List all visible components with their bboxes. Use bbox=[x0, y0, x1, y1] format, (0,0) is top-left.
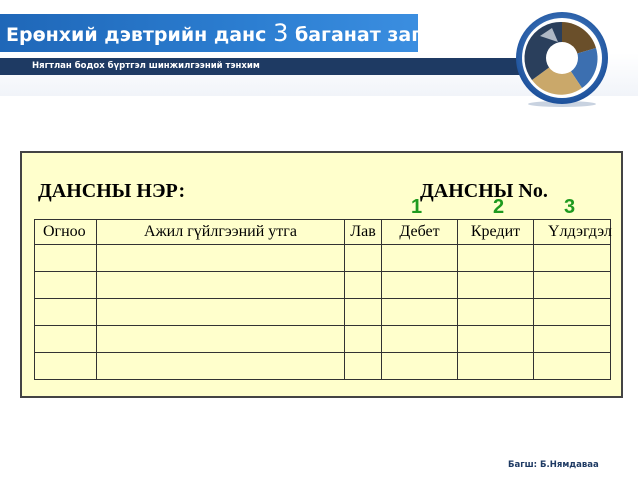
table-row bbox=[35, 326, 611, 353]
account-name-label: ДАНСНЫ НЭР: bbox=[38, 180, 186, 202]
header-credit: Кредит bbox=[458, 220, 534, 245]
cell-date[interactable] bbox=[35, 353, 97, 380]
cell-debit[interactable] bbox=[382, 272, 458, 299]
slide-title bbox=[0, 14, 460, 52]
header-description: Ажил гүйлгээний утга bbox=[97, 220, 345, 245]
header-debit: Дебет bbox=[382, 220, 458, 245]
cell-ref[interactable] bbox=[345, 353, 382, 380]
column-number-1: 1 bbox=[411, 196, 423, 218]
cell-balance[interactable] bbox=[534, 326, 611, 353]
cell-date[interactable] bbox=[35, 299, 97, 326]
header-date: Огноо bbox=[35, 220, 97, 245]
cell-balance[interactable] bbox=[534, 245, 611, 272]
cell-credit[interactable] bbox=[458, 245, 534, 272]
title-text: Ерөнхий дэвтрийн данс bbox=[6, 24, 267, 46]
cell-date[interactable] bbox=[35, 245, 97, 272]
cell-balance[interactable] bbox=[534, 272, 611, 299]
cell-description[interactable] bbox=[97, 299, 345, 326]
cell-description[interactable] bbox=[97, 245, 345, 272]
cell-credit[interactable] bbox=[458, 326, 534, 353]
ledger-header-row bbox=[35, 220, 611, 245]
cell-debit[interactable] bbox=[382, 353, 458, 380]
title-number: 3 bbox=[273, 19, 289, 47]
table-row bbox=[35, 272, 611, 299]
table-row bbox=[35, 299, 611, 326]
header-ref: Лав bbox=[345, 220, 382, 245]
account-number-label: ДАНСНЫ No. bbox=[420, 180, 548, 202]
cell-ref[interactable] bbox=[345, 326, 382, 353]
cell-credit[interactable] bbox=[458, 272, 534, 299]
cell-credit[interactable] bbox=[458, 353, 534, 380]
cell-debit[interactable] bbox=[382, 299, 458, 326]
cell-date[interactable] bbox=[35, 326, 97, 353]
instructor-footer: Багш: Б.Нямдаваа bbox=[508, 460, 599, 470]
cell-ref[interactable] bbox=[345, 299, 382, 326]
ledger-table bbox=[34, 219, 611, 380]
title-suffix: баганат загвар bbox=[294, 24, 460, 46]
table-row bbox=[35, 245, 611, 272]
cell-description[interactable] bbox=[97, 353, 345, 380]
logo-emblem-icon bbox=[512, 8, 608, 108]
header-balance bbox=[534, 220, 611, 245]
cell-balance[interactable] bbox=[534, 299, 611, 326]
header-balance-text: Үлдэгдэл bbox=[548, 223, 612, 240]
cell-debit[interactable] bbox=[382, 245, 458, 272]
cell-credit[interactable] bbox=[458, 299, 534, 326]
table-row bbox=[35, 353, 611, 380]
department-subtitle: Нягтлан бодох бүртгэл шинжилгээний тэнхим bbox=[0, 58, 530, 75]
cell-debit[interactable] bbox=[382, 326, 458, 353]
column-number-3: 3 bbox=[564, 196, 576, 218]
cell-ref[interactable] bbox=[345, 245, 382, 272]
cell-balance[interactable] bbox=[534, 353, 611, 380]
cell-date[interactable] bbox=[35, 272, 97, 299]
column-number-2: 2 bbox=[493, 196, 505, 218]
cell-description[interactable] bbox=[97, 272, 345, 299]
cell-description[interactable] bbox=[97, 326, 345, 353]
cell-ref[interactable] bbox=[345, 272, 382, 299]
